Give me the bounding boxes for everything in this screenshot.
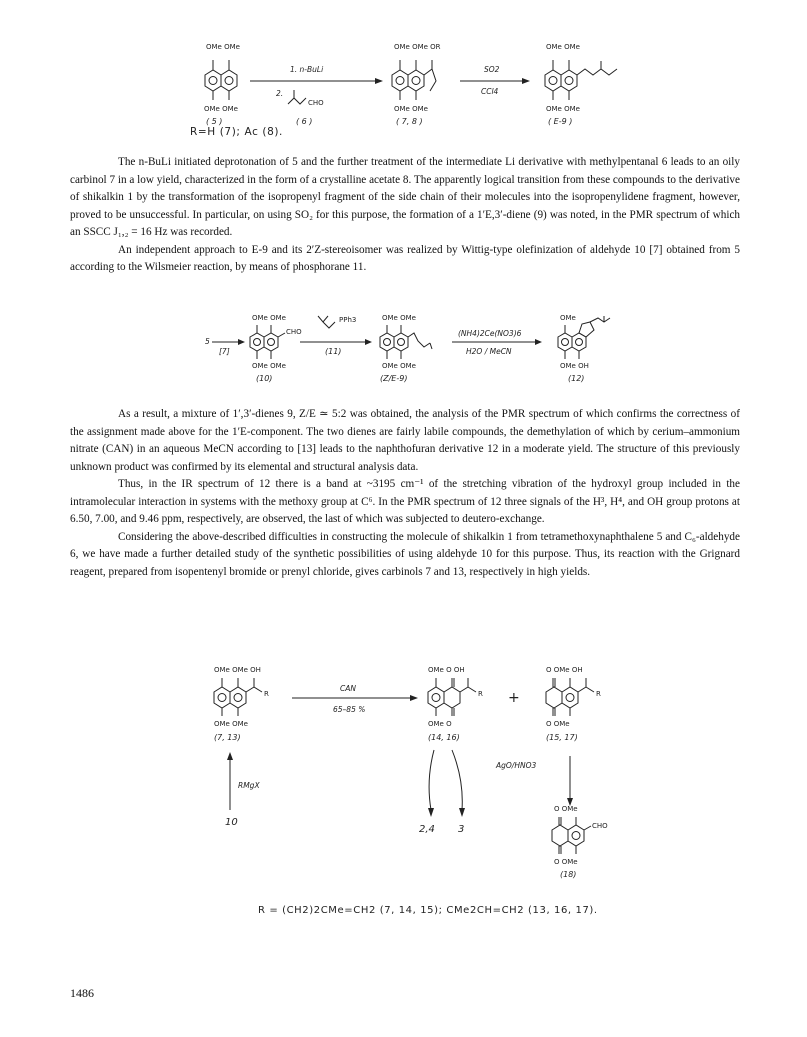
molecule-7-13 <box>214 678 262 716</box>
start-10: 10 <box>225 817 238 828</box>
cond-yield: 65–85 % <box>333 705 366 714</box>
mol1517-r: R <box>596 690 601 698</box>
molecule-12 <box>558 316 610 359</box>
compound-label-15-17: (15, 17) <box>546 733 578 742</box>
start-5: 5 <box>205 337 210 346</box>
cond-can-3: CAN <box>340 684 356 693</box>
compound-label-5: ( 5 ) <box>206 117 223 126</box>
compound-label-11: (11) <box>325 347 342 356</box>
arrowhead-to-3 <box>459 808 465 817</box>
mol18-bottom-subst: O OMe <box>554 858 578 866</box>
cond-ag: AgO/HNO3 <box>496 761 537 770</box>
scheme-3-footnote: R = (CH2)2CMe=CH2 (7, 14, 15); CMe2CH=CH2 (13, 16, 17). <box>258 905 598 916</box>
paragraph-3: As a result, a mixture of 1′,3′-dienes 9, Z/E ≃ 5:2 was obtained, the analysis of the PMR spectrum of which confirms the correctness of the assignment made above for the 1′E-component. The two dienes are fairly labile compounds, the demethylation of which by cerium–ammonium nitrate (CAN) in an aqueous MeCN according to [13] leads to the naphthofuran derivative 12 in a moderate yield. The structure of this previously unknown product was confirmed by its elemental and structural analysis data. <box>70 408 740 473</box>
mol12-bottom-subst: OMe OH <box>560 362 589 370</box>
mol713-top-subst: OMe OMe OH <box>214 666 261 674</box>
mol78-top-subst: OMe OMe OR <box>394 43 441 51</box>
mol1416-bottom-subst: OMe O <box>428 720 452 728</box>
ref-7: [7] <box>219 347 230 356</box>
mol1517-bottom-subst: O OMe <box>546 720 570 728</box>
arrowhead-2 <box>522 78 530 84</box>
molecule-18 <box>552 817 591 854</box>
arrowhead-1 <box>375 78 383 84</box>
arrowhead-grignard <box>227 752 233 760</box>
product-2-4: 2,4 <box>419 824 435 835</box>
mol1416-top-subst: OMe O OH <box>428 666 465 674</box>
molecule-ze9 <box>380 325 432 359</box>
mol713-r: R <box>264 690 269 698</box>
cond-ccl4: CCl4 <box>481 87 499 96</box>
scheme-2-drawing <box>0 304 807 386</box>
molecule-7-8 <box>392 60 436 100</box>
mol18-cho: CHO <box>592 822 608 830</box>
arrowhead-2c <box>535 339 542 345</box>
cond-nbuli: 1. n-BuLi <box>290 65 324 74</box>
molze9-top-subst: OMe OMe <box>382 314 416 322</box>
reagent-11-chain <box>318 316 335 328</box>
compound-label-7-13: (7, 13) <box>214 733 241 742</box>
reagent-6-chain <box>288 98 306 104</box>
mole9-bottom-subst: OMe OMe <box>546 105 580 113</box>
molecule-15-17 <box>546 678 594 716</box>
scheme-1 <box>0 30 807 130</box>
cond-step2: 2. <box>276 89 284 98</box>
cond-solvent-2: H2O / MeCN <box>466 347 512 356</box>
mol18-top-subst: O OMe <box>554 805 578 813</box>
molecule-e9 <box>545 60 617 100</box>
paragraph-4: Thus, in the IR spectrum of 12 there is a band at ~3195 cm⁻¹ of the stretching vibration of the hydroxyl group included in the intramolecular interaction in systems with the methoxy group at C⁶. In the PMR spectrum of 12 three signals of the H³, H⁴, and OH group protons at 6.50, 7.00, and 9.46 ppm, respectively, are observed, the last of which was subjected to deutero-exchange. <box>70 478 740 525</box>
paragraph-2: An independent approach to E-9 and its 2′Z-stereoisomer was realized by Wittig-type olefinization of aldehyde 10 [7] obtained from 5 according to the Wilsmeier reaction, by means of phosphorane 11. <box>70 243 740 273</box>
mol5-bottom-subst: OMe OMe <box>204 105 238 113</box>
mol12-top-subst: OMe <box>560 314 576 322</box>
molze9-bottom-subst: OMe OMe <box>382 362 416 370</box>
scheme-1-drawing <box>0 30 807 130</box>
compound-label-10: (10) <box>256 374 273 383</box>
cond-grignard: RMgX <box>238 781 260 790</box>
body-text-2 <box>70 406 740 581</box>
scheme-2 <box>0 304 807 386</box>
mol5-top-subst: OMe OMe <box>206 43 240 51</box>
page-number: 1486 <box>70 986 94 1000</box>
arrowhead-can <box>410 695 418 701</box>
mol10-bottom-subst: OMe OMe <box>252 362 286 370</box>
compound-label-e9: ( E-9 ) <box>548 117 573 126</box>
compound-label-ze9: (Z/E-9) <box>380 374 408 383</box>
molecule-5 <box>205 60 237 100</box>
mol78-bottom-subst: OMe OMe <box>394 105 428 113</box>
molecule-10 <box>250 325 285 359</box>
paragraph-1: The n-BuLi initiated deprotonation of 5 and the further treatment of the intermediate Li derivative with methylpentanal 6 leads to an oily carbinol 7 in a low yield, characterized in the form of a crystalline acetate 8. The apparently logical transition from these compounds to the derivative of shikalkin 1 by the transformation of the isopropenyl fragment of the side chain of their molecules into the isopropenylidene fragment, however, proved to be unsuccessful. In particular, on using SO₂ for this purpose, the formation of a 1′E,3′-diene (9) was noted, in the PMR spectrum of which an SSCC J₁,₂ = 16 Hz was recorded. <box>70 156 740 238</box>
reaction-arrow-to-3 <box>452 750 462 810</box>
cond-so2: SO2 <box>484 65 500 74</box>
paragraph-5: Considering the above-described difficulties in constructing the molecule of shikalkin 1 from tetramethoxynaphthalene 5 and C₆-aldehyde 6, we have made a further detailed study of the synthetic possibilities of using aldehyde 10 for this purpose. Thus, its reaction with the Grignard reagent, prepared from isopentenyl bromide or prenyl chloride, gives carbinols 7 and 13, respectively in high yields. <box>70 530 740 578</box>
mol1416-r: R <box>478 690 483 698</box>
product-3: 3 <box>458 824 465 835</box>
reagent-6-cho: CHO <box>308 99 324 107</box>
compound-label-12: (12) <box>568 374 585 383</box>
mol713-bottom-subst: OMe OMe <box>214 720 248 728</box>
compound-label-6: ( 6 ) <box>296 117 313 126</box>
scheme-3 <box>0 660 807 895</box>
mol10-cho: CHO <box>286 328 302 336</box>
mole9-top-subst: OMe OMe <box>546 43 580 51</box>
arrowhead-2a <box>238 339 245 345</box>
molecule-14-16 <box>428 678 476 716</box>
body-text-1 <box>70 154 740 277</box>
compound-label-7-8: ( 7, 8 ) <box>396 117 423 126</box>
cond-can-2: (NH4)2Ce(NO3)6 <box>458 329 522 338</box>
compound-label-14-16: (14, 16) <box>428 733 460 742</box>
compound-label-18: (18) <box>560 870 577 879</box>
reagent-11-pph3: PPh3 <box>339 316 357 324</box>
scheme-3-drawing <box>0 660 807 895</box>
arrowhead-2b <box>365 339 372 345</box>
plus-sign: + <box>508 690 520 706</box>
mol1517-top-subst: O OMe OH <box>546 666 583 674</box>
reaction-arrow-to-24 <box>429 750 434 810</box>
mol10-top-subst: OMe OMe <box>252 314 286 322</box>
arrowhead-to-24 <box>428 808 434 817</box>
scheme-1-footnote: R=H (7); Ac (8). <box>190 126 283 138</box>
